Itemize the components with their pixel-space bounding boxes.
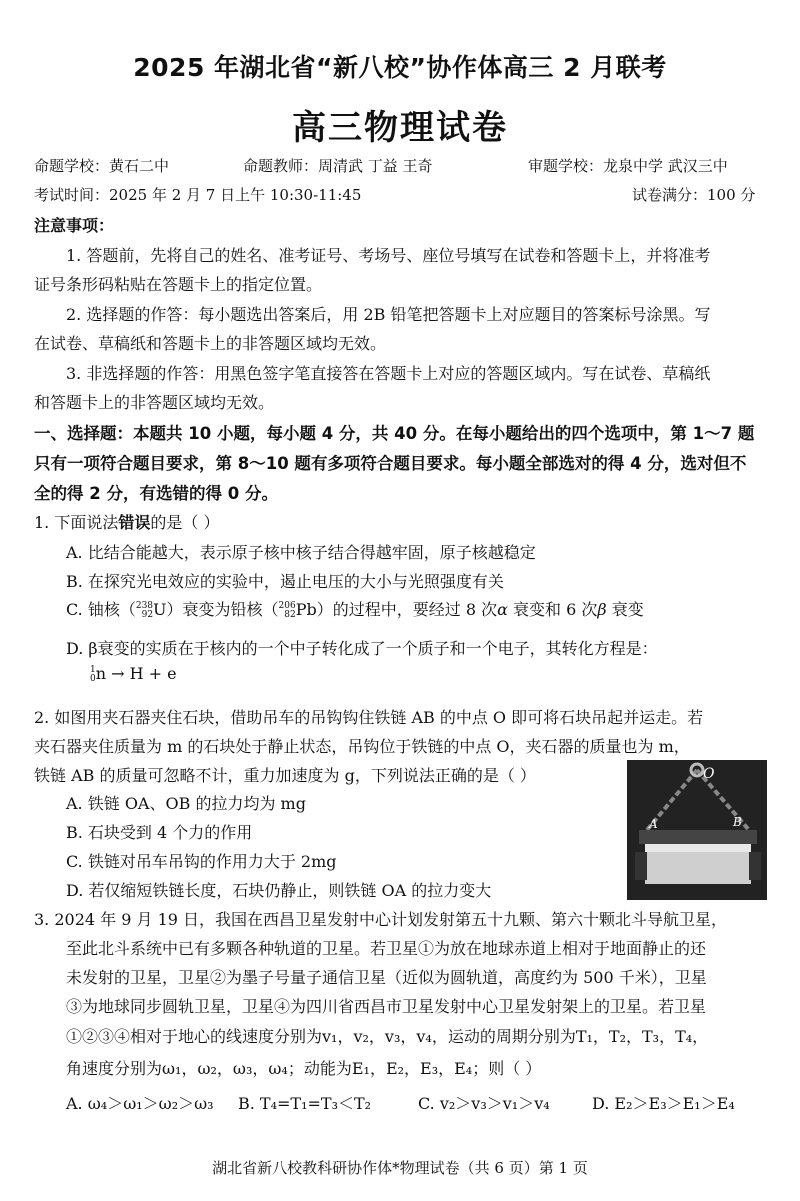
option-c-text: ）的过程中，要经过 8 次 xyxy=(316,600,498,619)
page-footer: 湖北省新八校教科研协作体*物理试卷（共 6 页）第 1 页 xyxy=(212,1159,588,1177)
lead-atomic-number: 82 xyxy=(284,609,296,620)
section-instruction: 全的得 2 分，有选错的得 0 分。 xyxy=(34,484,278,503)
question-1-stem-pre: 1. 下面说法 xyxy=(34,513,119,532)
section-instruction: 只有一项符合题目要求，第 8～10 题有多项符合题目要求。每小题全部选对的得 4 分，选对但不 xyxy=(34,454,747,473)
question-2-option-d: D. 若仅缩短铁链长度，石块仍静止，则铁链 OA 的拉力变大 xyxy=(66,881,492,900)
meta-review: 审题学校：龙泉中学 武汉三中 xyxy=(528,157,728,175)
question-1-option-b: B. 在探究光电效应的实验中，遏止电压的大小与光照强度有关 xyxy=(66,572,504,591)
question-1-stem xyxy=(34,510,219,533)
question-3-stem: ①②③④相对于地心的线速度分别为v₁，v₂，v₃，v₄，运动的周期分别为T₁，T₂，T₃，T₄， xyxy=(66,1027,709,1046)
chain-and-stone-figure xyxy=(627,760,767,900)
exam-title: 2025 年湖北省“新八校”协作体高三 2 月联考 xyxy=(133,53,667,82)
option-c-text: C. 铀核（ xyxy=(66,600,136,619)
question-3-option-c: C. v₂＞v₃＞v₁＞v₄ xyxy=(418,1094,550,1113)
lead-symbol: Pb xyxy=(295,600,317,619)
label-o: O xyxy=(703,766,715,782)
question-3-stem: ③为地球同步圆轨卫星，卫星④为四川省西昌市卫星发射中心卫星发射架上的卫星。若卫星 xyxy=(66,997,707,1016)
label-a: A xyxy=(649,817,658,831)
notice-line: 3. 非选择题的作答：用黑色签字笔直接答在答题卡上对应的答题区域内。写在试卷、草稿纸 xyxy=(66,364,711,383)
beta-decay-equation xyxy=(90,664,177,684)
meta-teachers: 命题教师：周清武 丁益 王奇 xyxy=(243,157,433,175)
question-1-option-c xyxy=(66,597,644,620)
option-c-text: 衰变 xyxy=(606,600,644,619)
lead-mass-number: 206 xyxy=(278,600,296,611)
question-2-stem: 铁链 AB 的质量可忽略不计，重力加速度为 g，下列说法正确的是（ ） xyxy=(34,766,536,785)
uranium-atomic-number: 92 xyxy=(141,609,154,620)
question-2-option-b: B. 石块受到 4 个力的作用 xyxy=(66,823,253,842)
option-c-text: ）衰变为铅核（ xyxy=(166,600,279,619)
meta-time: 考试时间：2025 年 2 月 7 日上午 10:30-11:45 xyxy=(34,186,362,204)
question-3-option-d: D. E₂＞E₃＞E₁＞E₄ xyxy=(592,1094,735,1113)
question-1-emphasis: 错误 xyxy=(118,513,151,532)
question-3-stem: 至此北斗系统中已有多颗各种轨道的卫星。若卫星①为放在地球赤道上相对于地面静止的还 xyxy=(66,939,707,958)
question-1-option-a: A. 比结合能越大，表示原子核中核子结合得越牢固，原子核越稳定 xyxy=(66,543,536,562)
meta-school: 命题学校：黄石二中 xyxy=(34,157,170,175)
question-2-stem: 夹石器夹住质量为 m 的石块处于静止状态，吊钩位于铁链的中点 O，夹石器的质量也为 m， xyxy=(34,737,690,756)
meta-score: 试卷满分：100 分 xyxy=(632,186,756,204)
notice-line: 1. 答题前，先将自己的姓名、准考证号、考场号、座位号填写在试卷和答题卡上，并将准考 xyxy=(66,246,711,265)
lead-nuclide-numbers xyxy=(279,602,296,620)
section-heading: 一、选择题：本题共 10 小题，每小题 4 分，共 40 分。在每小题给出的四个选项中，第 1～7 题 xyxy=(34,424,755,443)
question-3-stem: 角速度分别为ω₁，ω₂，ω₃，ω₄；动能为E₁，E₂，E₃，E₄；则（ ） xyxy=(66,1059,542,1078)
question-3-stem: 未发射的卫星，卫星②为墨子号量子通信卫星（近似为圆轨道，高度约为 500 千米），卫星 xyxy=(66,968,707,987)
paper-subtitle: 高三物理试卷 xyxy=(292,108,508,148)
question-3-stem: 3. 2024 年 9 月 19 日，我国在西昌卫星发射中心计划发射第五十九颗、第六十颗北斗导航卫星， xyxy=(34,910,728,929)
question-1-stem-post: 的是（ ） xyxy=(150,513,220,532)
notice-line: 在试卷、草稿纸和答题卡上的非答题区域均无效。 xyxy=(34,334,387,353)
uranium-mass-number: 238 xyxy=(135,600,154,611)
notice-line: 2. 选择题的作答：每小题选出答案后，用 2B 铅笔把答题卡上对应题目的答案标号涂黑。写 xyxy=(66,305,711,324)
label-b: B xyxy=(733,815,742,829)
alpha-symbol: α xyxy=(497,600,508,619)
notice-heading: 注意事项： xyxy=(34,216,115,235)
uranium-nuclide-numbers xyxy=(136,602,153,620)
neutron-numbers: 1 0 xyxy=(90,664,96,684)
question-2-stem: 2. 如图用夹石器夹住石块，借助吊车的吊钩钩住铁链 AB 的中点 O 即可将石块吊起并运走。若 xyxy=(34,708,704,727)
uranium-symbol: U xyxy=(153,600,167,619)
equation-text: n → H + e xyxy=(95,664,177,683)
question-3-option-a: A. ω₄＞ω₁＞ω₂＞ω₃ xyxy=(66,1094,214,1113)
question-1-option-d: D. β衰变的实质在于核内的一个中子转化成了一个质子和一个电子，其转化方程是： xyxy=(66,639,658,658)
notice-line: 和答题卡上的非答题区域均无效。 xyxy=(34,393,275,412)
option-c-text: 衰变和 6 次 xyxy=(507,600,598,619)
question-2-option-c: C. 铁链对吊车吊钩的作用力大于 2mg xyxy=(66,852,337,871)
notice-line: 证号条形码粘贴在答题卡上的指定位置。 xyxy=(34,275,323,294)
stone-clamp-photo xyxy=(627,760,767,900)
question-2-option-a: A. 铁链 OA、OB 的拉力均为 mg xyxy=(66,794,306,813)
question-3-option-b: B. T₄=T₁=T₃＜T₂ xyxy=(238,1094,372,1113)
beta-symbol: β xyxy=(597,600,607,619)
